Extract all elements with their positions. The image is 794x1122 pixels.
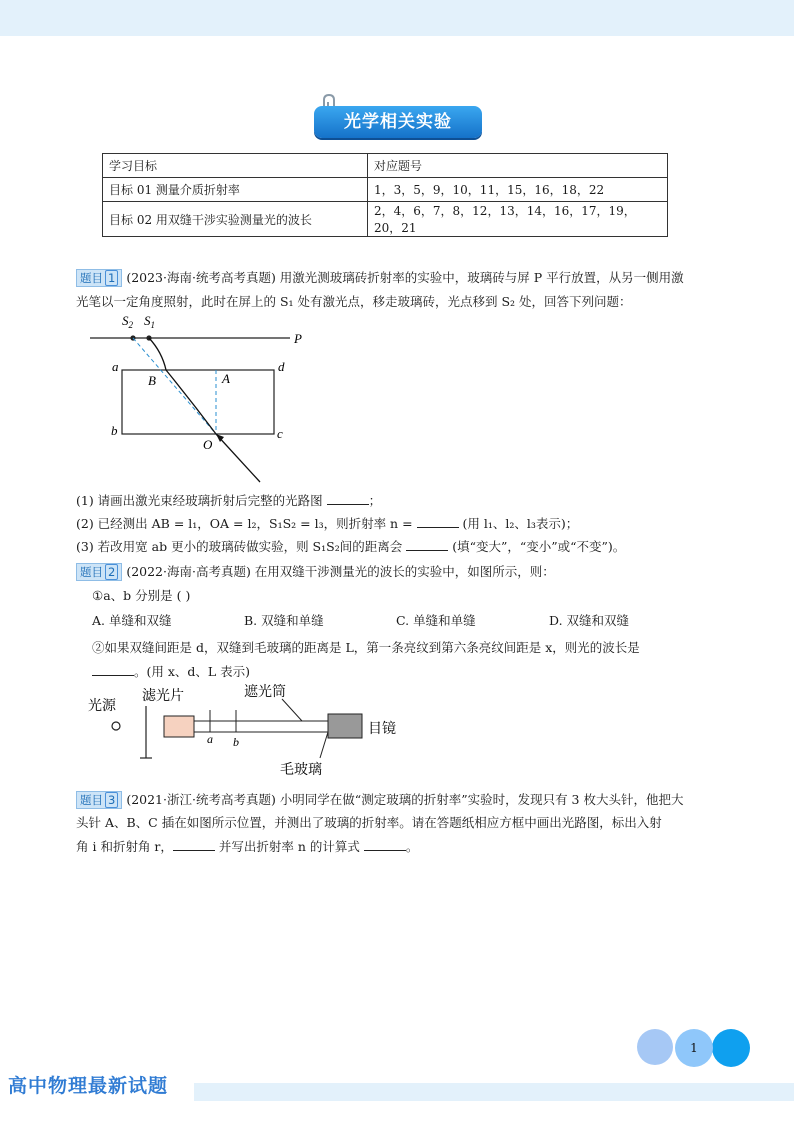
label-O-point: O [203, 437, 213, 452]
q3-line-1 [76, 790, 683, 809]
label-s2: $S_2$ [122, 313, 133, 330]
option-d[interactable]: D. 双缝和双缝 [549, 613, 630, 628]
label-B-point: B [148, 373, 156, 388]
label-s1: $S_1$ [144, 313, 155, 330]
q1-stem-1: (2023·海南·统考高考真题) 用激光测玻璃砖折射率的实验中，玻璃砖与屏 P 平行放置，从另一侧用激 [126, 270, 684, 285]
answer-blank[interactable] [417, 513, 459, 528]
title-banner [314, 100, 482, 140]
q2-line-1 [76, 562, 555, 581]
table-cell: 1，3，5，9，10，11，15，16，18，22 [368, 178, 668, 202]
q1-sub-1-text: (1) 请画出激光束经玻璃折射后完整的光路图 [76, 493, 323, 508]
label-filter: 滤光片 [142, 688, 184, 704]
page-circle-decor [637, 1029, 673, 1065]
q3-stem-3 [76, 836, 418, 855]
answer-blank[interactable] [173, 836, 215, 851]
footer-brand: 高中物理最新试题 [8, 1075, 169, 1097]
tag-label: 题目 [80, 793, 103, 807]
q2-stem-2: ①a、b 分别是 ( ) [92, 588, 191, 603]
label-c-corner: c [277, 426, 283, 441]
q3-stem-2: 头针 A、B、C 插在如图所示位置，并测出了玻璃的折射率。请在答题纸相应方框中画出光路图，标出入射 [76, 815, 662, 830]
q1-sub-3-end: (填“变大”，“变小”或“不变”)。 [452, 539, 626, 554]
q3-tag [76, 791, 122, 809]
page-circle-decor [712, 1029, 750, 1067]
page-title: 光学相关实验 [344, 112, 452, 132]
q1-sub-2 [76, 513, 578, 532]
answer-blank[interactable] [92, 661, 134, 676]
label-ground-glass: 毛玻璃 [280, 762, 322, 778]
q1-sub-1-end: ； [368, 493, 382, 508]
label-b-slit: b [233, 735, 239, 749]
q1-line-1 [76, 268, 684, 287]
q2-stem-4-text: 。(用 x、d、L 表示) [134, 664, 251, 679]
q1-sub-1 [76, 490, 381, 509]
q2-stem-1: (2022·海南·高考真题) 在用双缝干涉测量光的波长的实验中，如图所示，则： [126, 564, 555, 579]
q1-sub-2-end: (用 l₁、l₂、l₃表示)； [462, 516, 579, 531]
q1-stem-2: 光笔以一定角度照射，此时在屏上的 S₁ 处有激光点，移走玻璃砖，光点移到 S₂ 处，回答下列问题： [76, 294, 632, 309]
answer-blank[interactable] [364, 836, 406, 851]
q1-sub-3 [76, 536, 625, 555]
goals-table [102, 153, 668, 237]
option-b[interactable]: B. 双缝和单缝 [244, 613, 324, 628]
label-eyepiece: 目镜 [368, 721, 396, 737]
table-cell: 2，4，6，7，8，12，13，14，16，17，19，20，21 [368, 202, 668, 237]
table-cell: 目标 02 用双缝干涉实验测量光的波长 [103, 202, 368, 237]
tag-number: 2 [105, 564, 118, 580]
tag-number: 3 [105, 792, 118, 808]
label-tube: 遮光筒 [244, 684, 286, 700]
q1-figure [84, 312, 324, 490]
table-header-cell: 学习目标 [103, 154, 368, 178]
q2-figure [84, 680, 424, 780]
q1-sub-3-text: (3) 若改用宽 ab 更小的玻璃砖做实验，则 S₁S₂间的距离会 [76, 539, 403, 554]
bottom-decor-band [194, 1083, 794, 1101]
table-header-row [103, 154, 668, 178]
tag-label: 题目 [80, 565, 103, 579]
q1-sub-2-text: (2) 已经测出 AB = l₁，OA = l₂，S₁S₂ = l₃，则折射率 n = [76, 516, 413, 531]
option-a[interactable]: A. 单缝和双缝 [92, 613, 172, 628]
label-b-corner: b [111, 423, 118, 438]
answer-blank[interactable] [406, 536, 448, 551]
table-row [103, 178, 668, 202]
q3-stem-1: (2021·浙江·统考高考真题) 小明同学在做“测定玻璃的折射率”实验时，发现只有 3 枚大头针，他把大 [126, 792, 684, 807]
label-A-point: A [222, 371, 230, 386]
tag-number: 1 [105, 270, 118, 286]
label-d-corner: d [278, 359, 285, 374]
page-number: 1 [690, 1041, 698, 1055]
q3-stem-3b: 并写出折射率 n 的计算式 [218, 839, 360, 854]
table-cell: 目标 01 测量介质折射率 [103, 178, 368, 202]
q2-tag [76, 563, 122, 581]
tag-label: 题目 [80, 271, 103, 285]
q2-stem-4 [92, 661, 250, 680]
label-a-slit: a [207, 732, 213, 746]
q3-stem-3a: 角 i 和折射角 r， [76, 839, 173, 854]
q1-tag [76, 269, 122, 287]
answer-blank[interactable] [327, 490, 369, 505]
q2-stem-3: ②如果双缝间距是 d，双缝到毛玻璃的距离是 L，第一条亮纹到第六条亮纹间距是 x，则光的波长是 [92, 640, 640, 655]
top-decor-band [0, 0, 794, 36]
table-header-cell: 对应题号 [368, 154, 668, 178]
label-p: P [294, 331, 302, 346]
label-light-source: 光源 [88, 698, 116, 714]
q3-stem-3c: 。 [405, 839, 419, 854]
table-row [103, 202, 668, 237]
option-c[interactable]: C. 单缝和单缝 [396, 613, 476, 628]
label-a-corner: a [112, 359, 119, 374]
